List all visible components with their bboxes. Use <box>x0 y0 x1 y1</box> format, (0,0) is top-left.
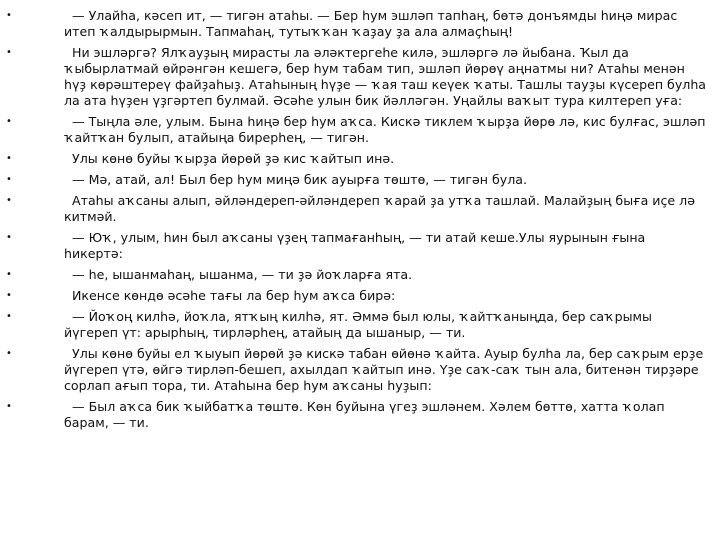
paragraph-text: — Был аҡса бик ҡыйбатҡа төштө. Көн буйына үгеҙ эшләнем. Хәлем бөттө, хатта ҡолап барам, — ти. <box>64 399 669 430</box>
bullet-icon: • <box>6 174 12 185</box>
paragraph-7 <box>6 230 708 262</box>
paragraph-text: Улы көнө буйы ҡырҙа йөрөй ҙә кис ҡайтып инә. <box>64 151 395 166</box>
bullet-icon: • <box>6 10 12 21</box>
bullet-icon: • <box>6 116 12 127</box>
paragraph-text: Улы көнө буйы ел ҡыуып йөрөй ҙә кискә табан өйөнә ҡайта. Ауыр булһа ла, бер саҡрым ерҙе йүгереп үтә, өйгә тирләп-бешеп, ахылдап ҡайтып инә. Үҙе саҡ-саҡ тын ала, битенән тирҙәре сорлап ағып тора, ти. Атаһына бер һум аҡсаны һуҙып: <box>64 346 708 393</box>
paragraph-text: — Улайһа, кәсеп ит, — тигән атаһы. — Бер һум эшләп тапһаң, бөтә донъямды һиңә мирас итеп ҡалдырырмын. Тапмаһаң, тутыҡҡан ҡаҙау ҙа ала алмаҫһың! <box>64 8 682 39</box>
bullet-icon: • <box>6 47 12 58</box>
paragraph-3 <box>6 114 708 146</box>
paragraph-2 <box>6 45 711 109</box>
paragraph-9 <box>6 288 708 304</box>
paragraph-text: Ни эшләргә? Ялҡауҙың мирасты ла әләктергеһе килә, эшләргә лә йыбана. Ҡыл да ҡыбырлатмай өйрәнгән кешегә, бер һум табам тип, эшләп йөрөү аңнатмы ни? Атаһы менән һүҙ көрәштереү файҙаһыҙ. Атаһының һүҙе — ҡая таш кеүек ҡаты. Ташлы тауҙы күсереп булһа ла ата һүҙен үҙгәртеп булмай. Әсәһе улын бик йәлләгән. Уңайлы ваҡыт тура килтереп уға: <box>64 45 711 108</box>
bullet-icon: • <box>6 232 12 243</box>
paragraph-8 <box>6 267 708 283</box>
paragraph-text: — Мә, атай, ал! Был бер һум миңә бик ауырға төштө, — тигән була. <box>64 172 528 187</box>
bullet-icon: • <box>6 195 12 206</box>
bullet-icon: • <box>6 269 12 280</box>
paragraph-list <box>6 8 711 431</box>
paragraph-6 <box>6 193 708 225</box>
bullet-icon: • <box>6 401 12 412</box>
bullet-icon: • <box>6 290 12 301</box>
paragraph-12 <box>6 399 708 431</box>
bullet-icon: • <box>6 348 12 359</box>
bullet-icon: • <box>6 153 12 164</box>
paragraph-text: — Тыңла әле, улым. Бына һиңә бер һум аҡса. Кискә тиклем ҡырҙа йөрө лә, кис булғас, эшләп ҡайтҡан булып, атайыңа бирерһең, — тигән. <box>64 114 710 145</box>
paragraph-text: — Юҡ, улым, һин был аҡсаны үҙең тапмағанһың, — ти атай кеше.Улы яурынын ғына һикертә: <box>64 230 650 261</box>
paragraph-text: — һе, ышанмаһаң, ышанма, — ти ҙә йоҡларға ята. <box>64 267 413 282</box>
paragraph-text: — Йоҡоң килһә, йоҡла, ятҡың килһә, ят. Әммә был юлы, ҡайтҡаныңда, бер саҡрымы йүгереп үт: арырһың, тирләрһең, атайың да ышаныр, — ти. <box>64 309 656 340</box>
paragraph-1 <box>6 8 708 40</box>
paragraph-text: Икенсе көндө әсәһе тағы ла бер һум аҡса бирә: <box>64 288 396 303</box>
paragraph-5 <box>6 172 708 188</box>
bullet-icon: • <box>6 311 12 322</box>
paragraph-10 <box>6 309 708 341</box>
paragraph-text: Атаһы аҡсаны алып, әйләндереп-әйләндереп ҡарай ҙа утҡа ташлай. Малайҙың быға иҫе лә китмәй. <box>64 193 699 224</box>
paragraph-11 <box>6 346 708 394</box>
paragraph-4 <box>6 151 708 167</box>
